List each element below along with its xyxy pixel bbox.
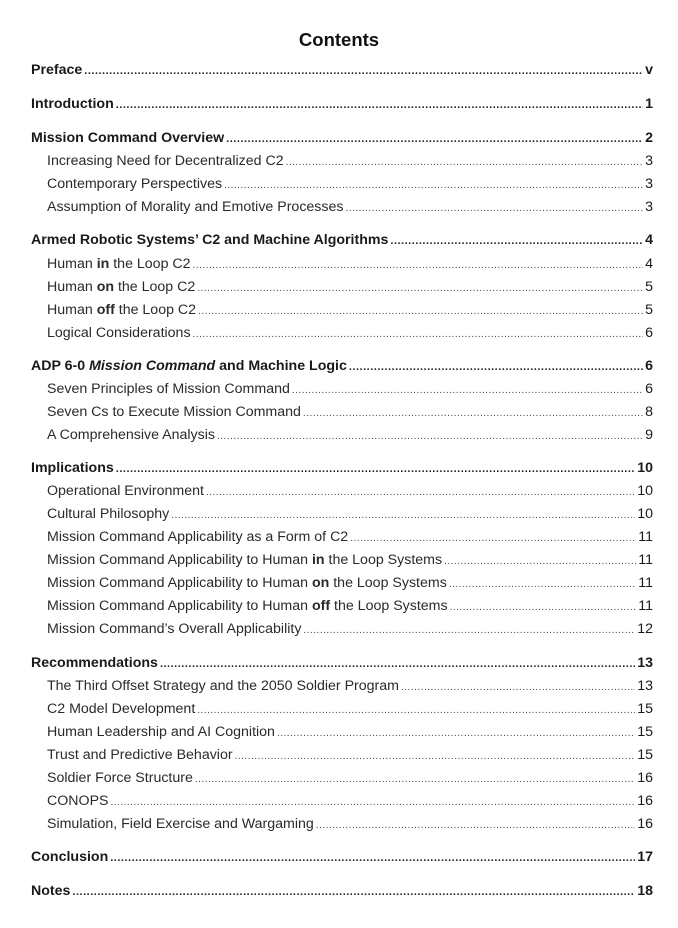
dot-leader <box>286 157 644 168</box>
dot-leader <box>116 99 643 111</box>
title-text: Trust and Predictive Behavior <box>47 747 233 763</box>
title-text: A Comprehensive Analysis <box>47 427 215 443</box>
toc-subsection-entry[interactable] <box>31 256 653 276</box>
page-number: 5 <box>645 279 653 295</box>
page-number: 4 <box>645 232 653 248</box>
toc-entry-title <box>47 325 191 341</box>
dot-leader <box>110 852 635 864</box>
title-text: Mission Command Applicability to Human <box>47 598 312 614</box>
emphasis-bold: off <box>96 302 115 318</box>
title-text: CONOPS <box>47 793 109 809</box>
dot-leader <box>197 283 643 294</box>
title-text: the Loop C2 <box>109 256 191 272</box>
toc-section-entry[interactable] <box>31 849 653 869</box>
dot-leader <box>350 533 636 544</box>
page-number: 18 <box>637 883 653 899</box>
page-number: 11 <box>638 529 653 545</box>
toc-entry-title <box>47 483 204 499</box>
title-text: Mission Command Applicability to Human <box>47 575 312 591</box>
title-text: Preface <box>31 62 83 78</box>
toc-subsection-entry[interactable] <box>31 747 653 767</box>
toc-entry-title <box>47 176 222 192</box>
toc-subsection-entry[interactable] <box>31 598 653 618</box>
title-text: the Loop C2 <box>114 279 196 295</box>
page-number: 10 <box>637 483 653 499</box>
page-number: 16 <box>637 816 653 832</box>
page-number: 11 <box>638 598 653 614</box>
title-text: Soldier Force Structure <box>47 770 193 786</box>
title-text: Notes <box>31 883 71 899</box>
title-text: Mission Command Applicability as a Form of C2 <box>47 529 349 545</box>
page-number: 5 <box>645 302 653 318</box>
toc-entry-title <box>47 724 275 740</box>
dot-leader <box>292 385 643 396</box>
page-number: 1 <box>645 96 653 112</box>
dot-leader <box>111 797 636 808</box>
dot-leader <box>349 361 643 373</box>
toc-subsection-entry[interactable] <box>31 325 653 345</box>
toc-entry-title <box>31 62 82 78</box>
toc-section-entry[interactable] <box>31 96 653 116</box>
dot-leader <box>206 487 635 498</box>
page-number: 6 <box>645 381 653 397</box>
toc-subsection-entry[interactable] <box>31 483 653 503</box>
title-text: The Third Offset Strategy and the 2050 Soldier Program <box>47 678 399 694</box>
page-number: 10 <box>637 506 653 522</box>
toc-subsection-entry[interactable] <box>31 506 653 526</box>
title-text: Logical Considerations <box>47 325 191 341</box>
toc-subsection-entry[interactable] <box>31 816 653 836</box>
toc-entry-title <box>31 232 388 248</box>
toc-subsection-entry[interactable] <box>31 678 653 698</box>
dot-leader <box>401 682 635 693</box>
title-text: Recommendations <box>31 655 158 671</box>
page-number: 9 <box>645 427 653 443</box>
page-number: 6 <box>645 325 653 341</box>
title-text: Conclusion <box>31 849 109 865</box>
title-text: Cultural Philosophy <box>47 506 170 522</box>
toc-subsection-entry[interactable] <box>31 302 653 322</box>
page-number: 15 <box>637 747 653 763</box>
toc-subsection-entry[interactable] <box>31 793 653 813</box>
page-number: 11 <box>638 575 653 591</box>
dot-leader <box>444 556 636 567</box>
page-number: 11 <box>638 552 653 568</box>
emphasis-bold: on <box>311 575 330 591</box>
toc-entry-title <box>47 701 195 717</box>
toc-subsection-entry[interactable] <box>31 381 653 401</box>
emphasis-bold: in <box>96 256 110 272</box>
toc-entry-title <box>47 621 301 637</box>
title-text: Contemporary Perspectives <box>47 176 223 192</box>
title-text: the Loop Systems <box>329 575 447 591</box>
title-text: Mission Command’s Overall Applicability <box>47 621 302 637</box>
title-text: Mission Command Overview <box>31 130 225 146</box>
title-text: Armed Robotic Systems’ C2 and Machine Algorithms <box>31 232 389 248</box>
toc-entry-title <box>31 96 114 112</box>
page-number: v <box>645 62 653 78</box>
title-text: Simulation, Field Exercise and Wargaming <box>47 816 314 832</box>
title-text: the Loop C2 <box>114 302 197 318</box>
page-number: 13 <box>637 678 653 694</box>
toc-entry-title <box>47 770 193 786</box>
dot-leader <box>116 463 635 475</box>
toc-subsection-entry[interactable] <box>31 621 653 641</box>
title-text: Assumption of Morality and Emotive Processes <box>47 199 344 215</box>
toc-section-entry[interactable] <box>31 460 653 480</box>
emphasis-bold: off <box>311 598 331 614</box>
toc-subsection-entry[interactable] <box>31 153 653 173</box>
page-number: 17 <box>637 849 653 865</box>
page-number: 10 <box>637 460 653 476</box>
page-number: 8 <box>645 404 653 420</box>
dot-leader <box>450 602 637 613</box>
toc-entry-title <box>47 678 399 694</box>
dot-leader <box>84 65 643 77</box>
toc-entry-title <box>31 130 224 146</box>
dot-leader <box>303 408 643 419</box>
title-text: ADP 6-0 <box>31 358 90 374</box>
toc-entry-title <box>47 552 442 568</box>
dot-leader <box>235 751 636 762</box>
emphasis-bold: on <box>96 279 115 295</box>
toc-entry-title <box>47 199 343 215</box>
dot-leader <box>449 579 636 590</box>
toc-section-entry[interactable] <box>31 232 653 252</box>
toc-entry-title <box>47 506 169 522</box>
toc-entry-title <box>47 427 215 443</box>
toc-entry-title <box>47 256 191 272</box>
dot-leader <box>72 886 635 898</box>
page-number: 4 <box>645 256 653 272</box>
toc-subsection-entry[interactable] <box>31 279 653 299</box>
title-text: and Machine Logic <box>215 358 347 374</box>
dot-leader <box>345 203 643 214</box>
dot-leader <box>171 510 635 521</box>
page-number: 3 <box>645 153 653 169</box>
dot-leader <box>277 728 635 739</box>
toc-subsection-entry[interactable] <box>31 404 653 424</box>
toc-subsection-entry[interactable] <box>31 176 653 196</box>
dot-leader <box>224 180 643 191</box>
page-number: 15 <box>637 724 653 740</box>
dot-leader <box>193 260 644 271</box>
dot-leader <box>193 329 644 340</box>
toc-subsection-entry[interactable] <box>31 770 653 790</box>
title-text: C2 Model Development <box>47 701 196 717</box>
toc-entry-title <box>47 153 284 169</box>
emphasis-bold: in <box>311 552 325 568</box>
page-number: 2 <box>645 130 653 146</box>
title-text: Mission Command Applicability to Human <box>47 552 312 568</box>
toc-entry-title <box>31 655 158 671</box>
toc-entry-title <box>31 883 70 899</box>
page-number: 3 <box>645 176 653 192</box>
toc-entry-title <box>31 358 347 374</box>
toc-section-entry[interactable] <box>31 883 653 903</box>
toc-subsection-entry[interactable] <box>31 701 653 721</box>
dot-leader <box>160 658 635 670</box>
toc-subsection-entry[interactable] <box>31 529 653 549</box>
title-text: Human <box>47 256 97 272</box>
dot-leader <box>226 133 643 145</box>
dot-leader <box>195 774 635 785</box>
toc-entry-title <box>47 598 448 614</box>
toc-entry-title <box>47 793 109 809</box>
dot-leader <box>303 625 635 636</box>
title-text: Operational Environment <box>47 483 204 499</box>
title-text: Seven Principles of Mission Command <box>47 381 290 397</box>
toc-section-entry[interactable] <box>31 358 653 378</box>
toc-entry-title <box>47 747 233 763</box>
toc-section-entry[interactable] <box>31 655 653 675</box>
page-number: 15 <box>637 701 653 717</box>
dot-leader <box>198 306 643 317</box>
page-number: 3 <box>645 199 653 215</box>
page-number: 6 <box>645 358 653 374</box>
title-text: the Loop Systems <box>324 552 443 568</box>
toc-subsection-entry[interactable] <box>31 724 653 744</box>
title-text: Human <box>47 302 97 318</box>
toc-entry-title <box>31 849 108 865</box>
emphasis-italic: Mission Command <box>89 358 216 374</box>
page-number: 13 <box>637 655 653 671</box>
dot-leader <box>390 235 643 247</box>
dot-leader <box>316 820 635 831</box>
toc-entry-title <box>47 302 196 318</box>
title-text: Implications <box>31 460 114 476</box>
toc-entry-title <box>47 404 301 420</box>
toc-entry-title <box>47 381 290 397</box>
toc-entry-title <box>47 575 447 591</box>
toc-entry-title <box>47 529 348 545</box>
page-number: 12 <box>637 621 653 637</box>
toc-entry-title <box>47 816 314 832</box>
title-text: Introduction <box>31 96 114 112</box>
dot-leader <box>217 431 643 442</box>
page-title: Contents <box>298 29 380 50</box>
title-text: Human Leadership and AI Cognition <box>47 724 275 740</box>
title-text: Seven Cs to Execute Mission Command <box>47 404 301 420</box>
toc-subsection-entry[interactable] <box>31 575 653 595</box>
title-text: the Loop Systems <box>330 598 448 614</box>
toc-subsection-entry[interactable] <box>31 427 653 447</box>
toc-subsection-entry[interactable] <box>31 199 653 219</box>
title-text: Human <box>47 279 97 295</box>
page-number: 16 <box>637 770 653 786</box>
dot-leader <box>197 705 635 716</box>
toc-section-entry[interactable] <box>31 62 653 82</box>
toc-section-entry[interactable] <box>31 130 653 150</box>
page-number: 16 <box>637 793 653 809</box>
toc-entry-title <box>47 279 195 295</box>
toc-subsection-entry[interactable] <box>31 552 653 572</box>
toc-entry-title <box>31 460 114 476</box>
title-text: Increasing Need for Decentralized C2 <box>47 153 284 169</box>
